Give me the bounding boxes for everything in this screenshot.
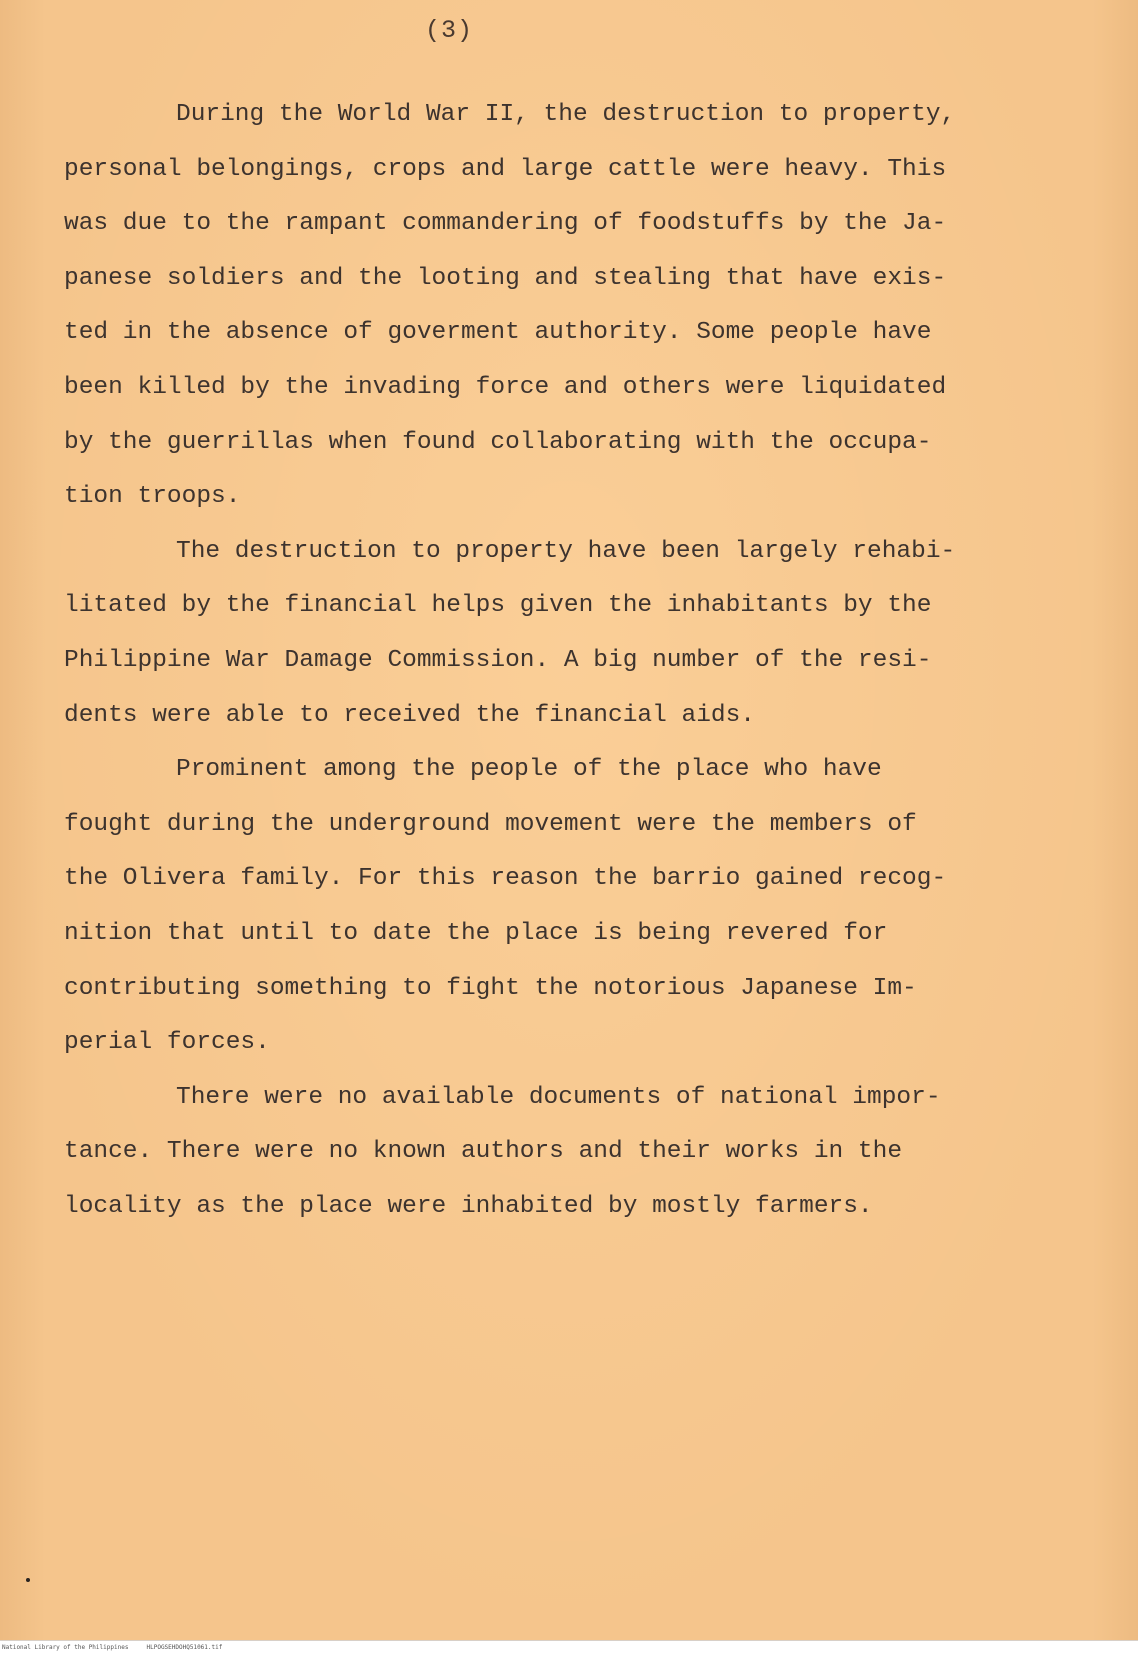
text-line: dents were able to received the financial aids. [64,701,756,729]
text-line: ted in the absence of goverment authority. Some people have [64,319,932,347]
text-line: locality as the place were inhabited by mostly farmers. [64,1192,873,1220]
text-line: Prominent among the people of the place who have [176,756,882,784]
text-line: There were no available documents of national impor- [176,1083,941,1111]
text-line: litated by the financial helps given the inhabitants by the [64,592,932,620]
text-line: tion troops. [64,483,241,511]
text-line: the Olivera family. For this reason the barrio gained recog- [64,865,947,893]
text-line: perial forces. [64,1029,270,1057]
text-line: by the guerrillas when found collaborating with the occupa- [64,428,932,456]
margin-mark [26,1578,30,1582]
text-line: panese soldiers and the looting and stealing that have exis- [64,264,947,292]
page-number: (3) [425,16,474,45]
text-line: nition that until to date the place is being revered for [64,919,888,947]
footer-caption: National Library of the Philippines HLPOGSEHDOHQ51061.tif [2,1644,223,1651]
text-line: tance. There were no known authors and their works in the [64,1138,903,1166]
text-line: During the World War II, the destruction to property, [176,101,956,128]
text-line: been killed by the invading force and others were liquidated [64,373,947,401]
scan-footer [0,1640,1138,1659]
text-line: Philippine War Damage Commission. A big number of the resi- [64,646,932,674]
document-body [64,88,1064,1234]
text-line: personal belongings, crops and large cattle were heavy. This [64,155,947,183]
text-line: contributing something to fight the notorious Japanese Im- [64,974,917,1002]
text-line: fought during the underground movement were the members of [64,810,917,838]
text-line: The destruction to property have been largely rehabi- [176,537,956,565]
text-line: was due to the rampant commandering of foodstuffs by the Ja- [64,210,947,238]
